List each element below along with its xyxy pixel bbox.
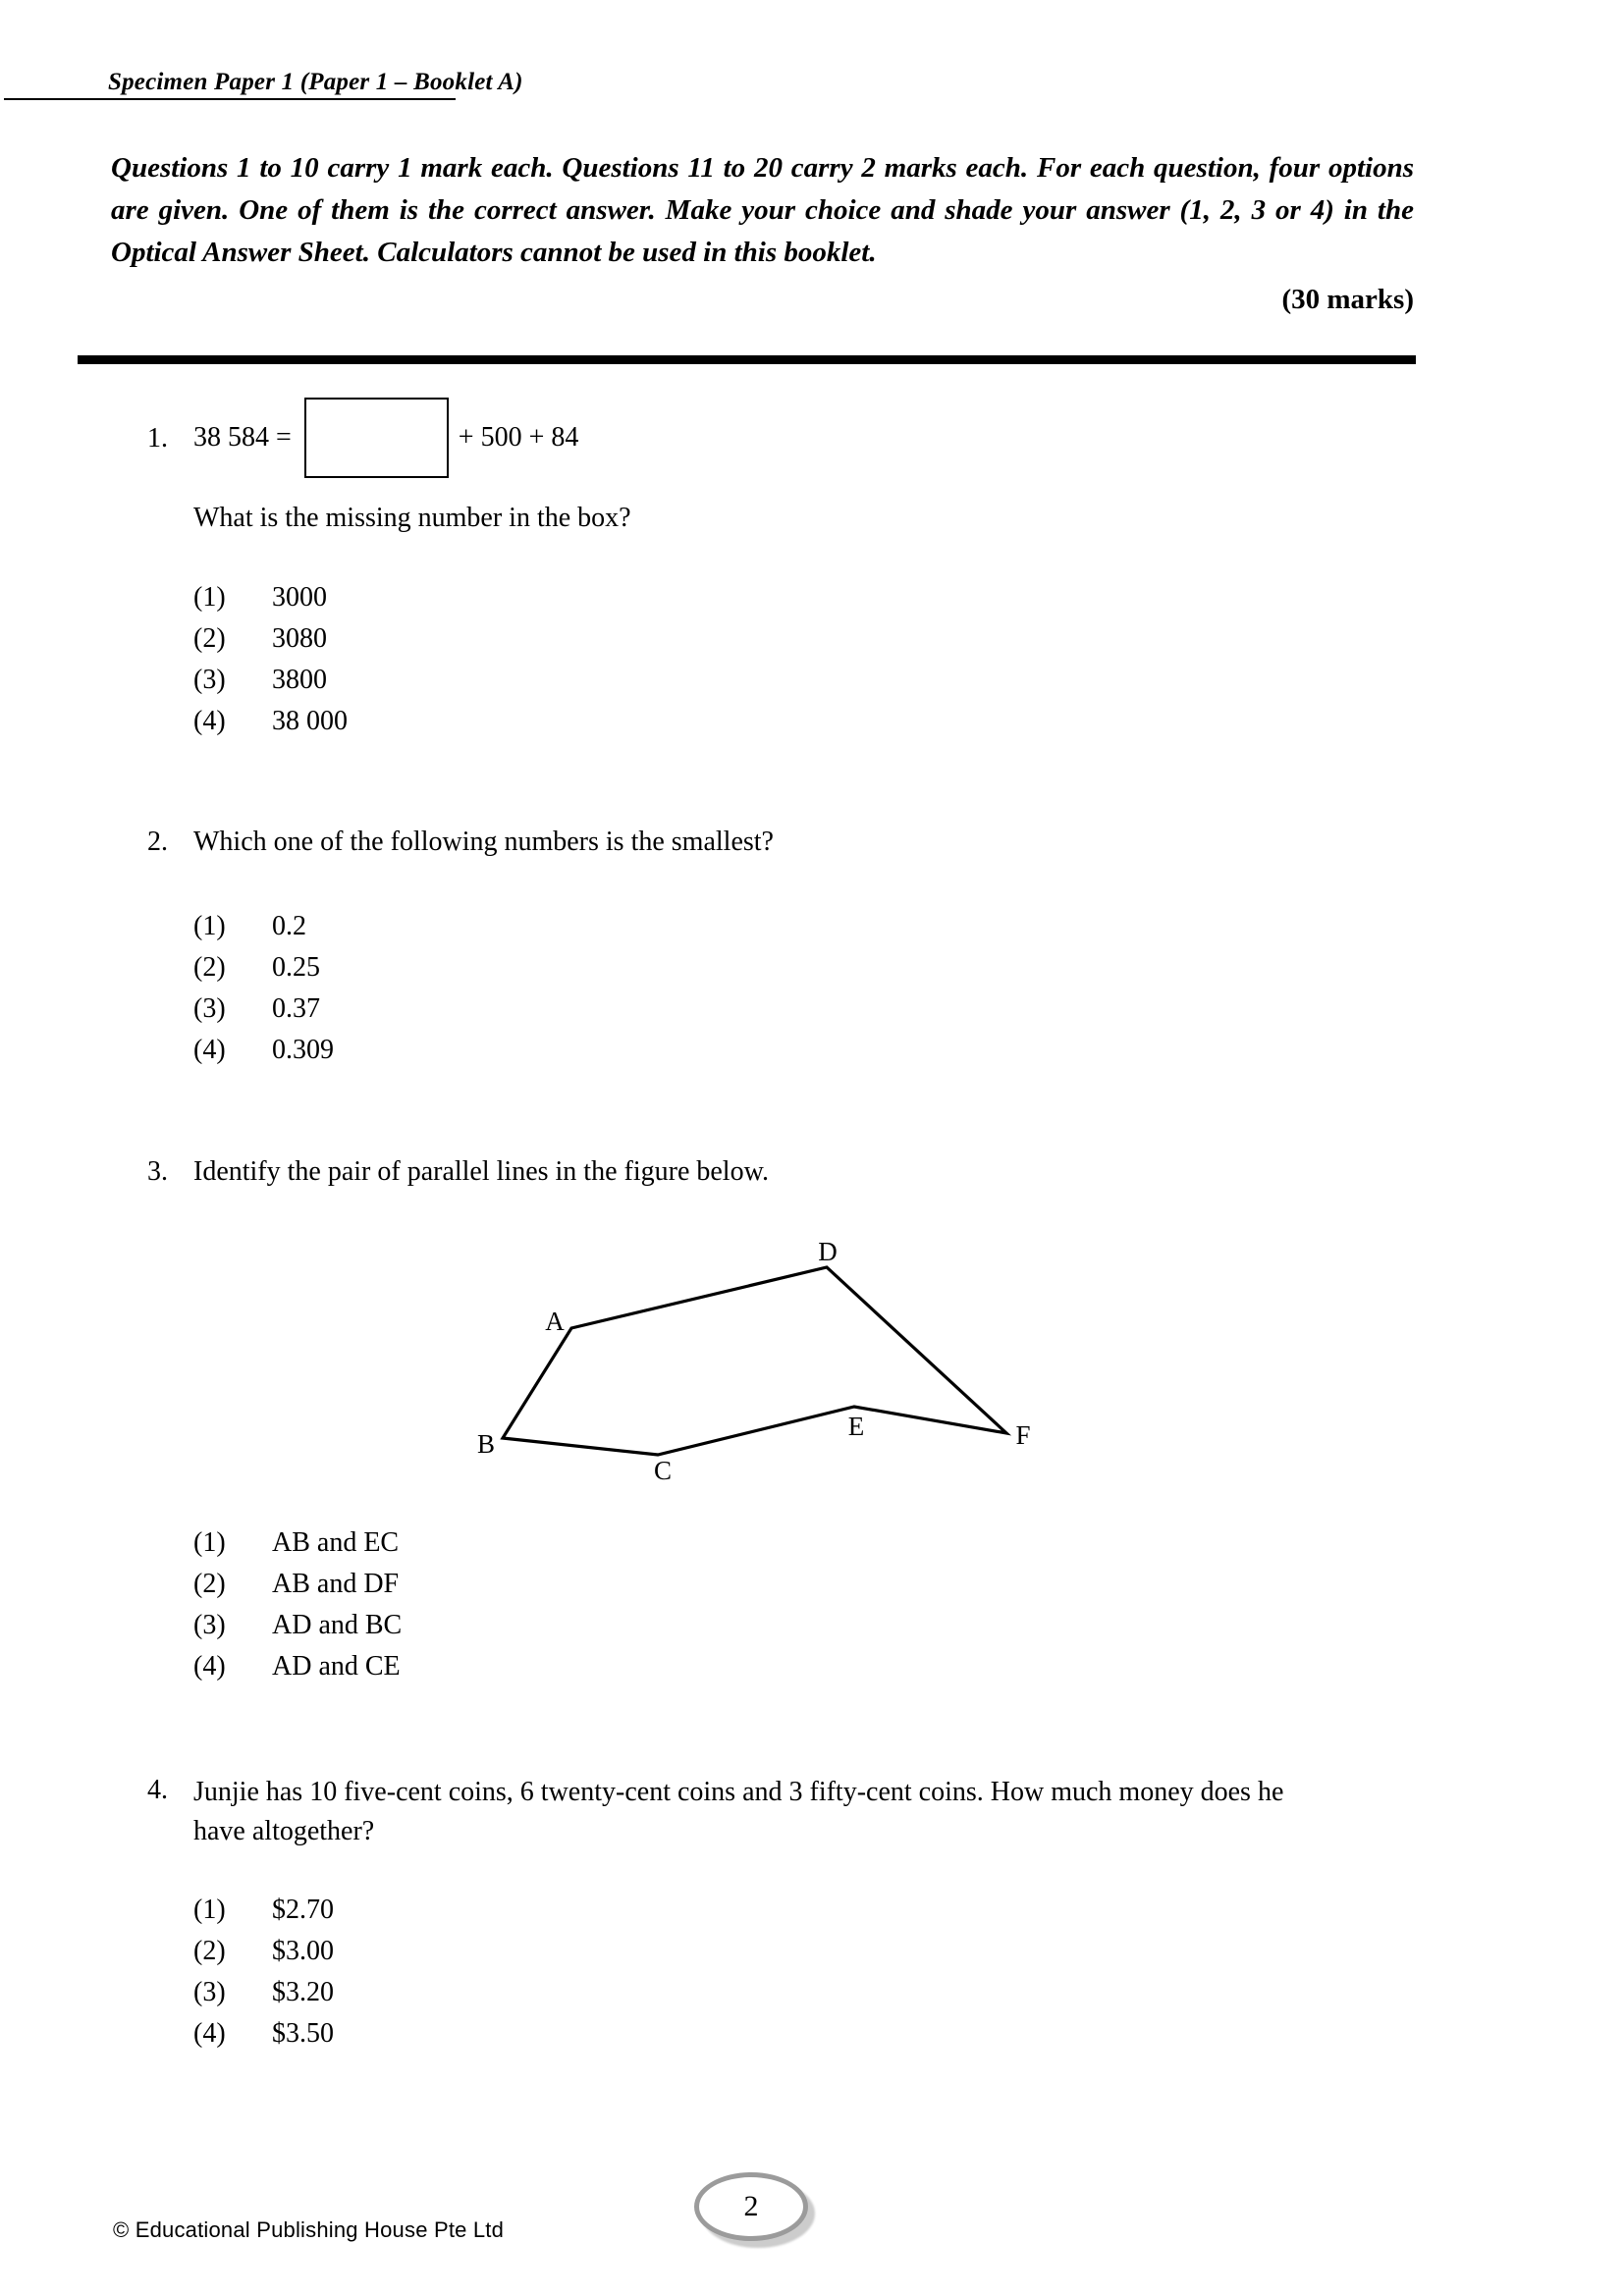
option-value: 0.37	[272, 993, 320, 1024]
question-3-number: 3.	[147, 1156, 168, 1187]
option-row	[193, 993, 334, 1035]
option-row	[193, 1035, 334, 1076]
total-marks-label: (30 marks)	[1281, 284, 1414, 315]
option-number: (1)	[193, 911, 226, 941]
option-row	[193, 911, 334, 952]
footer-copyright: © Educational Publishing House Pte Ltd	[113, 2217, 505, 2242]
option-row	[193, 1527, 402, 1569]
option-row	[193, 1977, 334, 2018]
option-row	[193, 1895, 334, 1936]
option-value: $2.70	[272, 1895, 334, 1925]
option-row	[193, 706, 348, 747]
option-number: (3)	[193, 1610, 226, 1640]
option-row	[193, 1569, 402, 1610]
question-1-text: What is the missing number in the box?	[193, 503, 631, 533]
option-value: AB and DF	[272, 1569, 400, 1599]
option-number: (4)	[193, 1035, 226, 1065]
option-value: 38 000	[272, 706, 348, 736]
option-number: (3)	[193, 993, 226, 1024]
option-row	[193, 1651, 402, 1692]
option-number: (1)	[193, 1527, 226, 1558]
equation-suffix: + 500 + 84	[458, 422, 579, 453]
vertex-label-a: A	[545, 1307, 565, 1336]
parallel-lines-figure	[452, 1232, 1060, 1507]
option-value: AD and BC	[272, 1610, 403, 1640]
instructions-text: Questions 1 to 10 carry 1 mark each. Questions 11 to 20 carry 2 marks each. For each question, four options are given. One of them is the correct answer. Make your choice and shade your answer (1, 2, 3 or 4) in the Optical Answer Sheet. Calculators cannot be used in this booklet.	[111, 152, 1414, 268]
vertex-label-f: F	[1015, 1420, 1031, 1450]
option-value: $3.20	[272, 1977, 334, 2007]
question-4-options	[193, 1895, 334, 2059]
option-row	[193, 1936, 334, 1977]
option-value: AD and CE	[272, 1651, 401, 1682]
option-value: 3800	[272, 665, 327, 695]
option-row	[193, 1610, 402, 1651]
page-number: 2	[743, 2190, 759, 2222]
option-row	[193, 582, 348, 623]
option-value: 0.25	[272, 952, 320, 983]
option-number: (2)	[193, 623, 226, 654]
option-value: 0.309	[272, 1035, 334, 1065]
vertex-label-c: C	[653, 1456, 673, 1485]
option-row	[193, 623, 348, 665]
missing-number-box	[304, 398, 449, 478]
option-number: (3)	[193, 665, 226, 695]
question-4-text: Junjie has 10 five-cent coins, 6 twenty-cent coins and 3 fifty-cent coins. How much money does he have altogether?	[193, 1777, 1284, 1846]
option-row	[193, 952, 334, 993]
option-value: 0.2	[272, 911, 306, 941]
question-3-options	[193, 1527, 402, 1692]
question-2-text: Which one of the following numbers is the smallest?	[193, 827, 774, 857]
equation-prefix: 38 584 =	[193, 422, 292, 453]
option-number: (4)	[193, 2018, 226, 2049]
section-divider	[78, 355, 1416, 364]
option-number: (1)	[193, 582, 226, 613]
question-2-options	[193, 911, 334, 1076]
question-1-number: 1.	[147, 423, 168, 454]
header-underline	[4, 98, 456, 100]
option-number: (4)	[193, 1651, 226, 1682]
option-value: $3.00	[272, 1936, 334, 1966]
option-number: (4)	[193, 706, 226, 736]
option-value: 3000	[272, 582, 327, 613]
page-number-badge	[694, 2172, 808, 2241]
option-value: 3080	[272, 623, 327, 654]
vertex-label-b: B	[476, 1429, 496, 1459]
question-3-text: Identify the pair of parallel lines in the figure below.	[193, 1156, 769, 1187]
page-header-title: Specimen Paper 1 (Paper 1 – Booklet A)	[108, 69, 523, 95]
option-number: (2)	[193, 952, 226, 983]
vertex-label-d: D	[818, 1237, 838, 1266]
figure-polygon	[503, 1267, 1006, 1455]
option-row	[193, 2018, 334, 2059]
option-value: AB and EC	[272, 1527, 400, 1558]
vertex-label-e: E	[847, 1412, 865, 1441]
question-1-options	[193, 582, 348, 747]
option-row	[193, 665, 348, 706]
option-number: (2)	[193, 1936, 226, 1966]
question-4-number: 4.	[147, 1775, 168, 1805]
option-number: (2)	[193, 1569, 226, 1599]
question-1-equation	[193, 397, 578, 479]
option-number: (1)	[193, 1895, 226, 1925]
option-number: (3)	[193, 1977, 226, 2007]
question-2-number: 2.	[147, 827, 168, 857]
option-value: $3.50	[272, 2018, 334, 2049]
